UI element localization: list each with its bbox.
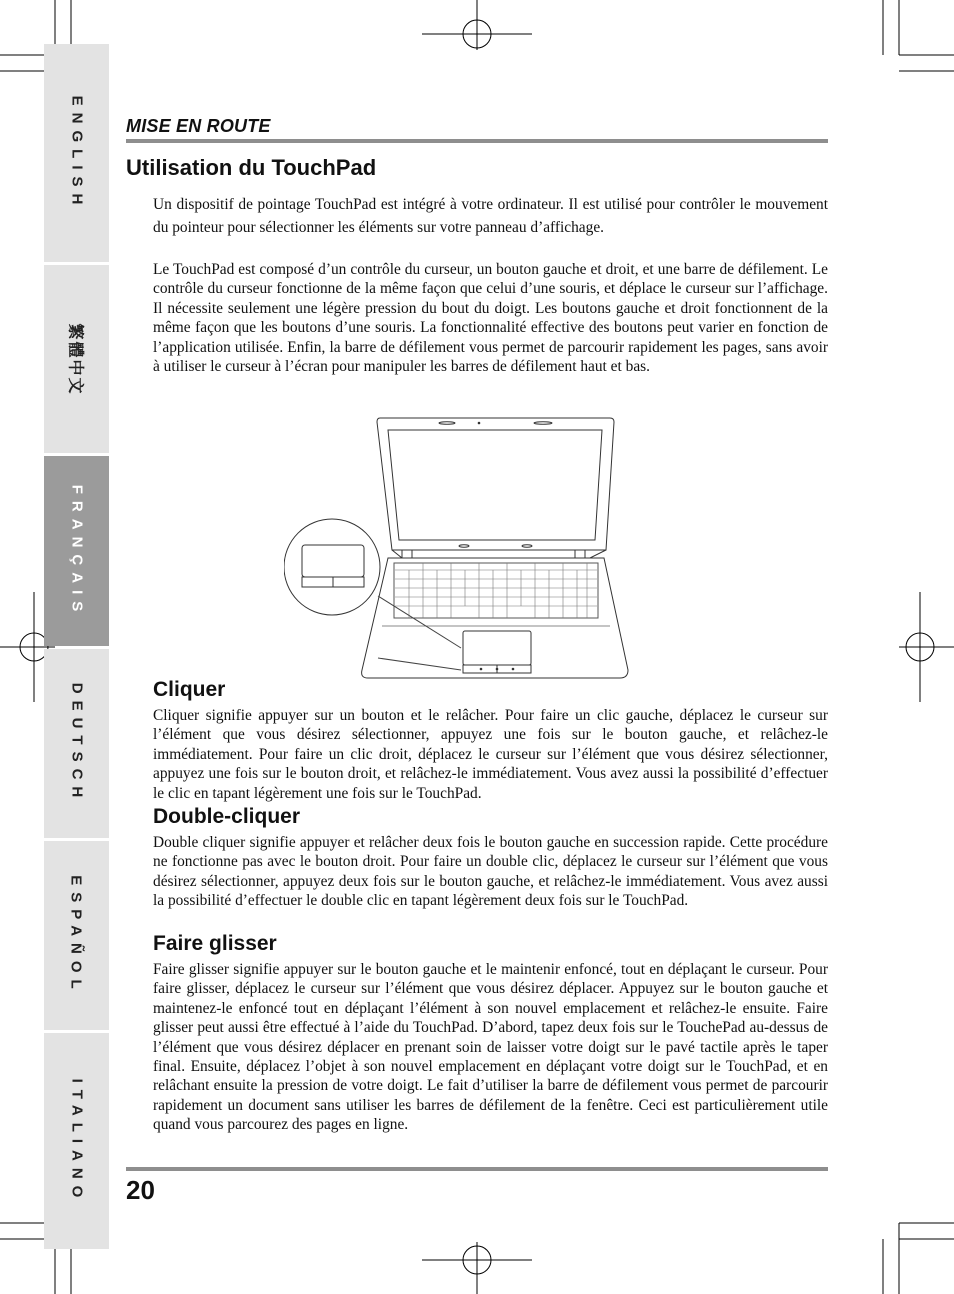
- tab-francais[interactable]: [44, 456, 109, 646]
- tab-espanol-label: ESPAÑOL: [68, 875, 85, 996]
- tab-deutsch-label: DEUTSCH: [68, 682, 86, 805]
- paragraph-double-cliquer: Double cliquer signifie appuyer et relâcher deux fois le bouton gauche en succession rapide. Cette procédure ne fonctionne pas avec le bouton droit. Pour faire un double clic, déplacez le curseur sur l’élément que vous désirez sélectionner, appuyez deux fois sur le bouton gauche, et relâchez-le immédiatement. Vous avez aussi la possibilité d’effectuer le double clic en tapant légèrement deux fois sur le TouchPad.: [153, 834, 828, 910]
- laptop-touchpad-icon: [284, 412, 630, 684]
- page-number: 20: [126, 1175, 155, 1205]
- section-header: MISE EN ROUTE: [126, 116, 271, 136]
- tab-chinese-label: 繁體中文: [66, 322, 84, 396]
- page-title: Utilisation du TouchPad: [126, 155, 377, 180]
- tab-francais-label: FRANÇAIS: [68, 484, 85, 618]
- intro-paragraph-2: Le TouchPad est composé d’un contrôle du curseur, un bouton gauche et droit, et une barre de défilement. Le contrôle du curseur fonctionne de la même façon que celui d’une souris, et déplace le curseur sur l’affichage. Il nécessite seulement une légère pression du bout du doigt. Les boutons gauche et droit fonctionnent de la même façon que les boutons d’une souris. La fonctionnalité effective des boutons peut varier en fonction de l’application utilisée. Enfin, la barre de défilement vous permet de parcourir rapidement les pages, sans avoir à utiliser le curseur à l’écran pour manipuler les barres de défilement haut et bas.: [153, 261, 828, 376]
- tab-italiano[interactable]: [44, 1033, 109, 1249]
- paragraph-faire-glisser: Faire glisser signifie appuyer sur le bouton gauche et le maintenir enfoncé, tout en déplaçant le curseur. Pour faire glisser, déplacez le curseur sur l’élément que vous désirez déplacer. Appuyez sur le bouton gauche et maintenez-le enfoncé tout en déplaçant l’élément à son nouvel emplacement et relâchez-le ensuite. Faire glisser peut aussi être effectué à l’aide du TouchPad. D’abord, tapez deux fois sur le TouchePad au-dessus de l’élément que vous désirez déplacer en prenant soin de laisser votre doigt sur le pavé tactile après le taper final. Ensuite, déplacez l’objet à son nouvel emplacement en déplaçant votre doigt sur le TouchPad, et en relâchant ensuite la pression de votre doigt. Le fait d’utiliser la barre de défilement vous permet de parcourir rapidement un document sans utiliser les barres de défilement de la fenêtre. Ceci est particulièrement utile quand vous parcourez des pages en ligne.: [153, 961, 828, 1134]
- heading-faire-glisser: Faire glisser: [153, 932, 277, 955]
- tab-espanol[interactable]: [44, 841, 109, 1030]
- paragraph-cliquer: Cliquer signifie appuyer sur un bouton et le relâcher. Pour faire un clic gauche, déplacez le curseur sur l’élément que vous désirez sélectionner, appuyez une fois sur le bouton gauche, et relâchez-le immédiatement. Pour faire un clic droit, déplacez le curseur sur l’élément que vous désirez sélectionner, appuyez une fois sur le bouton droit, et relâchez-le immédiatement. Vous avez aussi la possibilité d’effectuer le clic en tapant légèrement une fois sur le TouchPad.: [153, 707, 828, 802]
- tab-english[interactable]: [44, 44, 109, 262]
- language-tabs: [44, 44, 109, 1249]
- tab-italiano-label: ITALIANO: [68, 1078, 85, 1204]
- tab-english-label: ENGLISH: [68, 95, 85, 211]
- heading-cliquer: Cliquer: [153, 678, 226, 701]
- footer-rule: [126, 1167, 828, 1171]
- tab-deutsch[interactable]: [44, 649, 109, 838]
- tab-chinese[interactable]: [44, 265, 109, 453]
- intro-paragraph-1: Un dispositif de pointage TouchPad est intégré à votre ordinateur. Il est utilisé pour contrôler le mouvement du pointeur pour sélectionner les éléments sur votre panneau d’affichage.: [153, 196, 828, 236]
- header-rule: [126, 139, 828, 143]
- heading-double-cliquer: Double-cliquer: [153, 805, 301, 828]
